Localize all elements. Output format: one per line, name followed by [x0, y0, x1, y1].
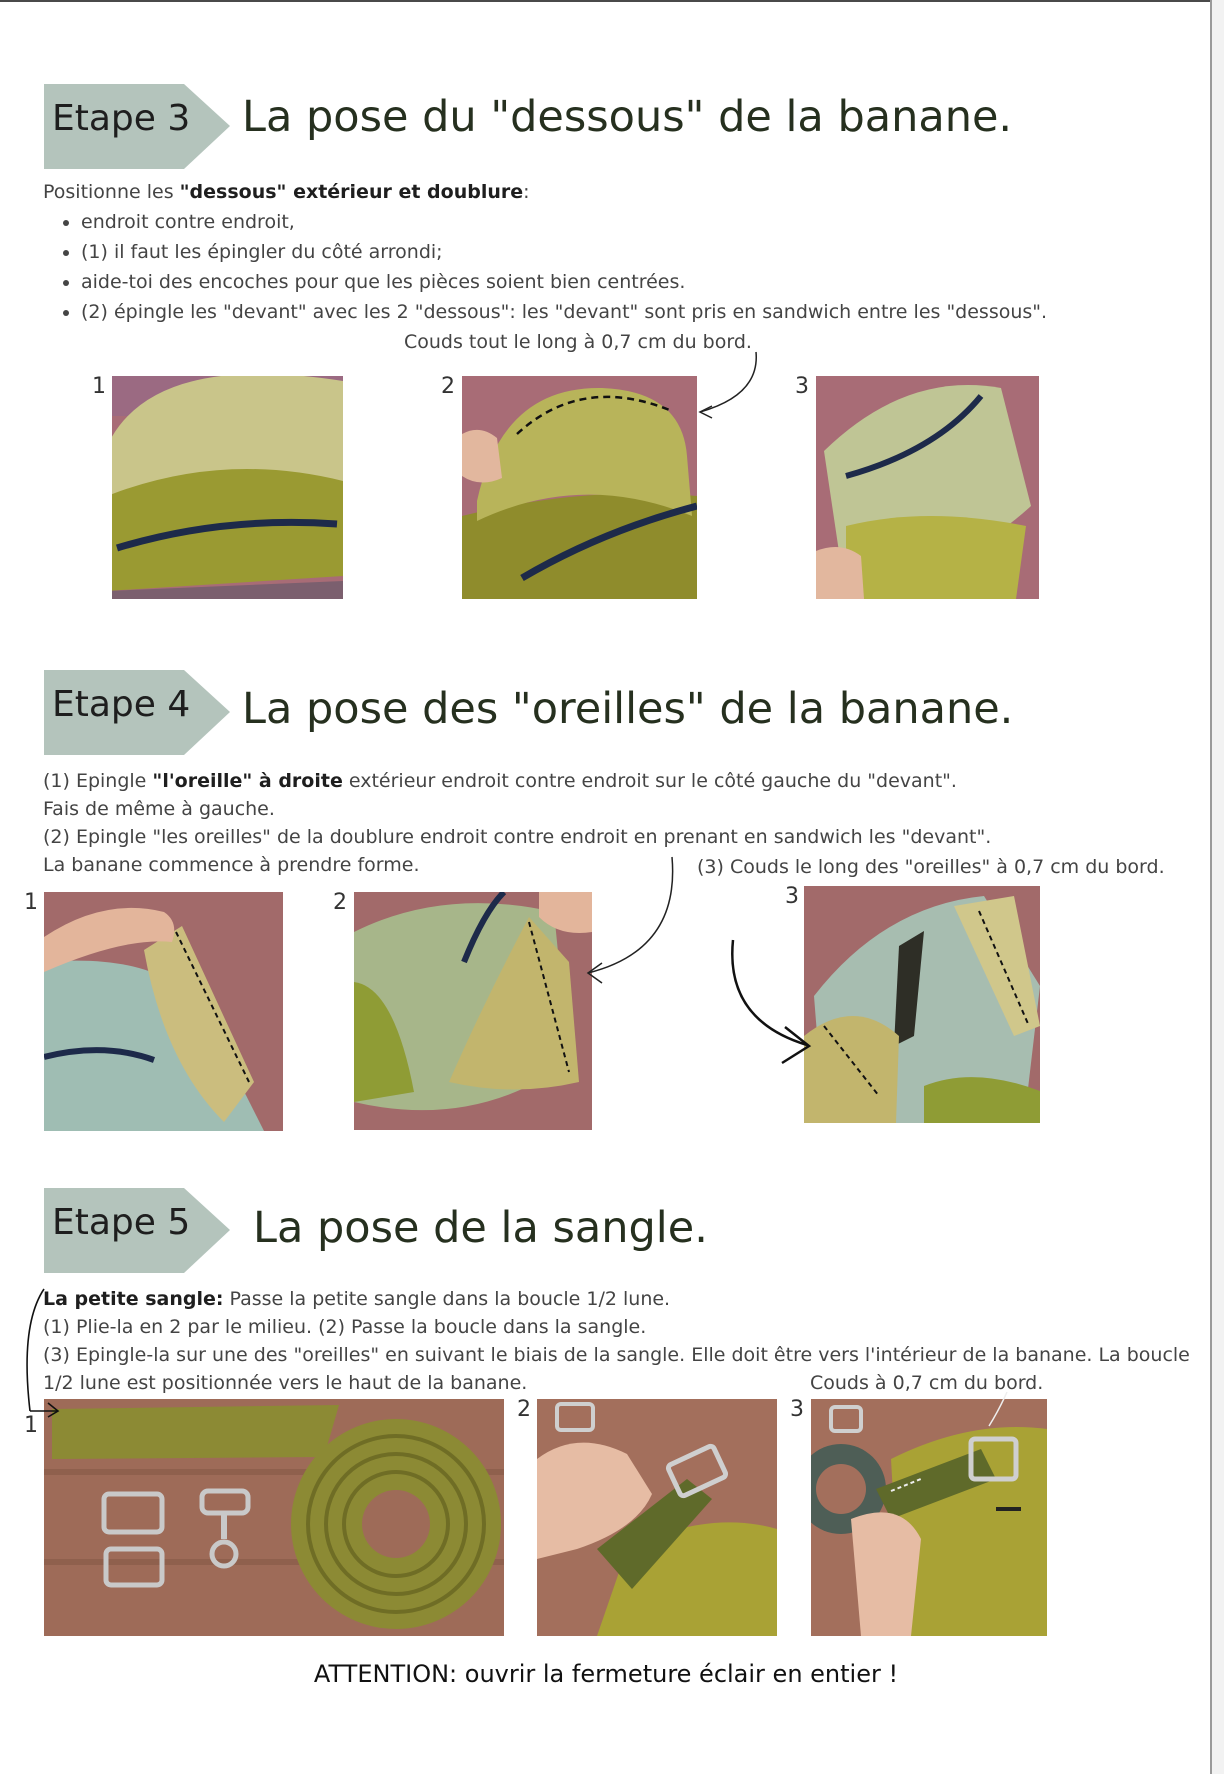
step3-intro [43, 181, 530, 203]
step3-badge-label: Etape 3 [52, 98, 191, 139]
step3-intro-bold: "dessous" extérieur et doublure [179, 181, 524, 203]
step3-intro-suffix: : [523, 181, 530, 203]
step3-callout: Couds tout le long à 0,7 cm du bord. [404, 331, 752, 353]
step4-callout-arrow-2 [570, 855, 680, 990]
step3-bullet: • (1) il faut les épingler du côté arrondi; [81, 237, 1047, 267]
step3-bullet: • (2) épingle les "devant" avec les 2 "dessous": les "devant" sont pris en sandwich entre les "dessous". [81, 297, 1047, 327]
step4-badge-label: Etape 4 [52, 684, 191, 725]
step3-photo-1 [112, 376, 343, 599]
step3-photo-number: 3 [795, 374, 809, 399]
step5-callout-arrow [985, 1390, 1015, 1430]
step3-photo-3 [816, 376, 1039, 599]
step4-title: La pose des "oreilles" de la banane. [242, 684, 1014, 734]
step5-line1-suffix: Passe la petite sangle dans la boucle 1/2 lune. [223, 1288, 671, 1310]
step3-photo-number: 2 [441, 374, 455, 399]
step5-photo-2 [537, 1399, 777, 1636]
step4-line1-bold: "l'oreille" à droite [152, 770, 343, 792]
step5-title: La pose de la sangle. [253, 1203, 708, 1253]
step4-line1-prefix: (1) Epingle [43, 770, 153, 792]
step4-photo-number: 2 [333, 890, 347, 915]
step5-badge-label: Etape 5 [52, 1202, 191, 1243]
attention-warning: ATTENTION: ouvrir la fermeture éclair en entier ! [313, 1660, 899, 1688]
step5-line2: (1) Plie-la en 2 par le milieu. (2) Passe la boucle dans la sangle. [43, 1316, 647, 1338]
step3-bullet: • aide-toi des encoches pour que les pièces soient bien centrées. [81, 267, 1047, 297]
step5-line1 [43, 1288, 670, 1310]
step5-photo-number: 3 [790, 1397, 804, 1422]
step5-badge-arrow [184, 1188, 230, 1273]
step5-line1-bold: La petite sangle: [43, 1288, 224, 1310]
step4-photo-2 [354, 892, 592, 1130]
page-gutter [1212, 0, 1224, 1774]
step5-arrow-left [22, 1285, 72, 1420]
page-top-edge [0, 0, 1212, 2]
step3-intro-prefix: Positionne les [43, 181, 180, 203]
step4-badge-arrow [184, 670, 230, 755]
step3-title: La pose du "dessous" de la banane. [242, 92, 1013, 142]
step4-photo-number: 3 [785, 884, 799, 909]
step5-photo-number: 1 [24, 1413, 38, 1438]
step4-line1-suffix: extérieur endroit contre endroit sur le côté gauche du "devant". [342, 770, 957, 792]
step3-photo-number: 1 [92, 374, 106, 399]
step4-line1 [43, 770, 957, 792]
step3-bullets [37, 207, 1047, 327]
step5-line3: (3) Epingle-la sur une des "oreilles" en suivant le biais de la sangle. Elle doit être vers l'intérieur de la banane. La boucle [43, 1344, 1190, 1366]
step4-callout-arrow-3 [725, 935, 825, 1070]
step5-line4: 1/2 lune est positionnée vers le haut de la banane. [43, 1372, 528, 1394]
step5-photo-3 [811, 1399, 1047, 1636]
step4-line2: Fais de même à gauche. [43, 798, 275, 820]
step5-photo-number: 2 [517, 1397, 531, 1422]
step4-line4: La banane commence à prendre forme. [43, 854, 420, 876]
step3-callout-arrow [690, 350, 770, 420]
step3-photo-2 [462, 376, 697, 599]
step4-line3: (2) Epingle "les oreilles" de la doublure endroit contre endroit en prenant en sandwich les "devant". [43, 826, 992, 848]
step4-photo-3 [804, 886, 1040, 1123]
page-right-edge [1210, 0, 1212, 1774]
step5-photo-1 [44, 1399, 504, 1636]
step4-callout: (3) Couds le long des "oreilles" à 0,7 cm du bord. [697, 856, 1165, 878]
step4-photo-1 [44, 892, 283, 1131]
step4-photo-number: 1 [24, 890, 38, 915]
step5-callout: Couds à 0,7 cm du bord. [810, 1372, 1044, 1394]
step3-badge-arrow [184, 84, 230, 169]
step3-bullet: • endroit contre endroit, [81, 207, 1047, 237]
